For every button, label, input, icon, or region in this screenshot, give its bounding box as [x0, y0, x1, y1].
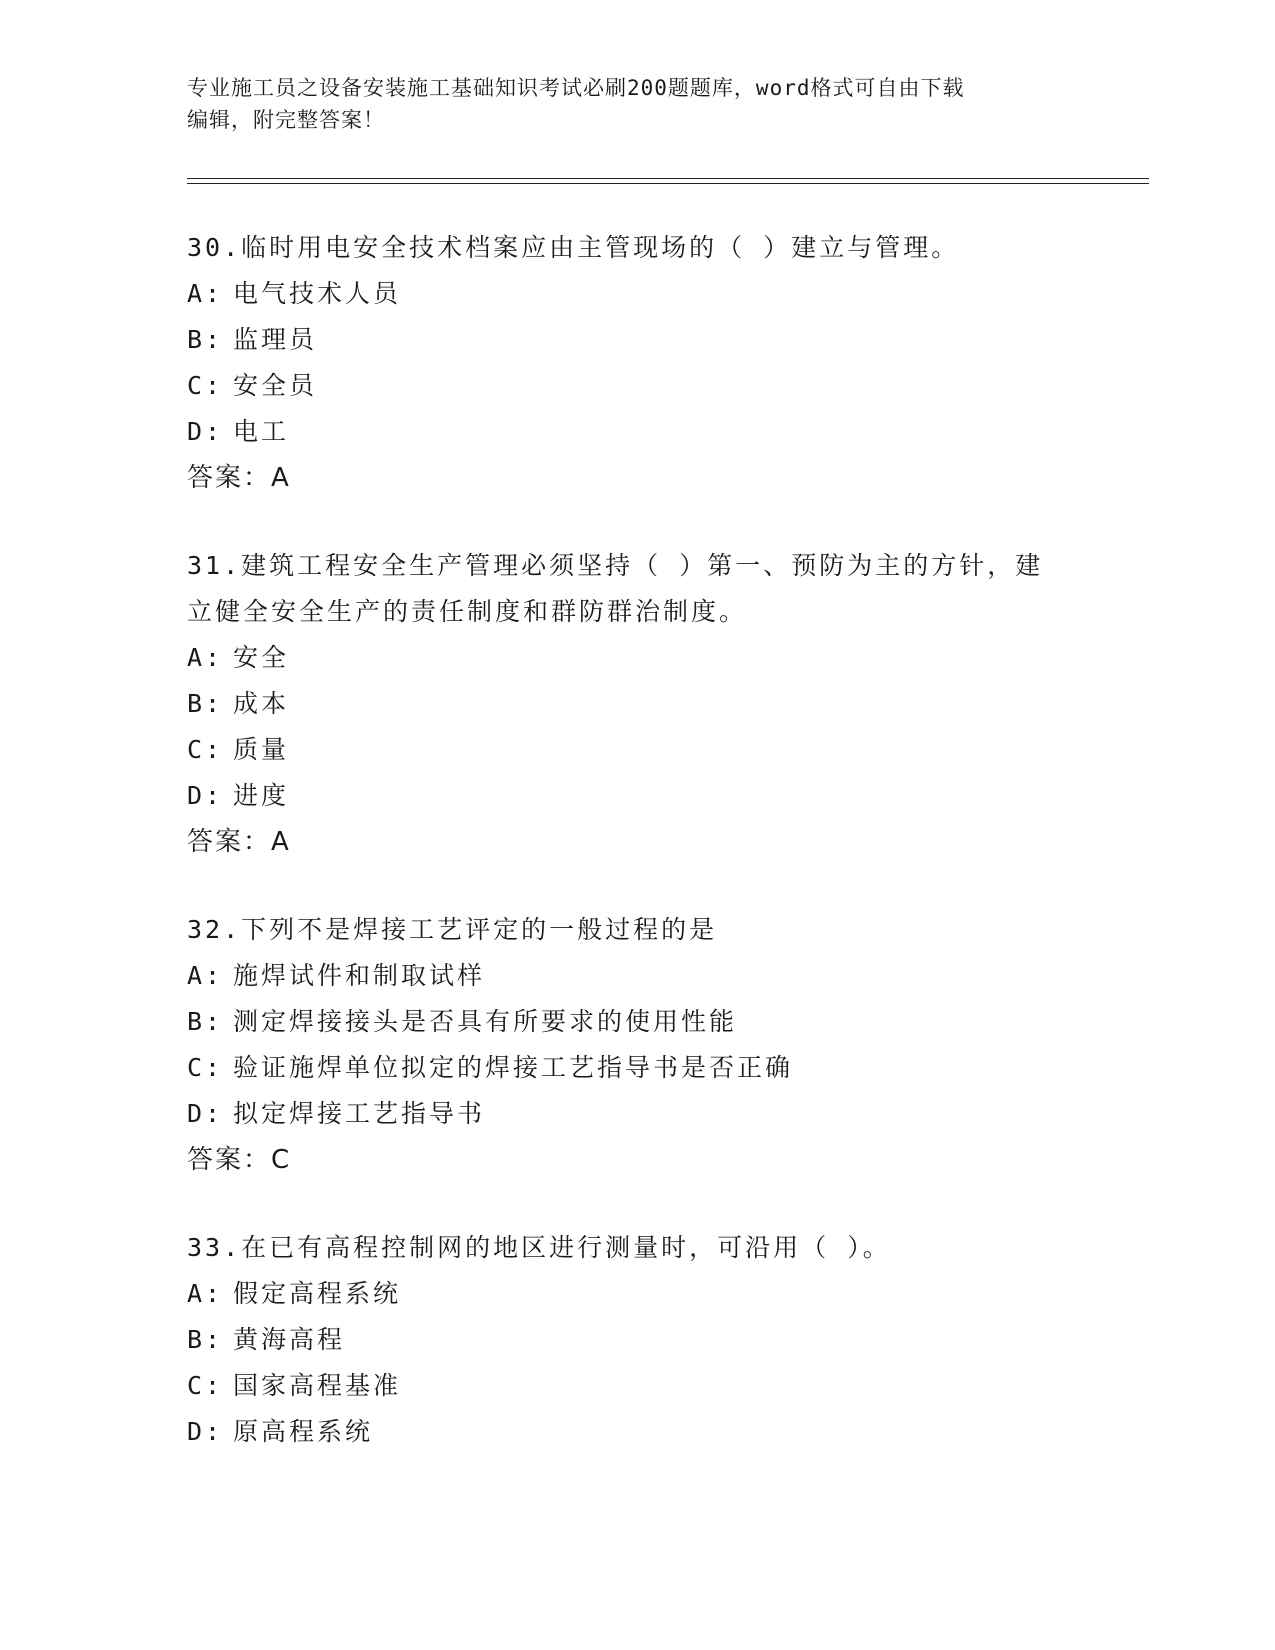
answer: 答案：A	[187, 827, 291, 857]
option-label: A:	[187, 279, 224, 308]
option-d	[187, 1409, 1067, 1455]
question-32	[187, 907, 1067, 1183]
option-text: 安全员	[233, 371, 318, 400]
option-text: 假定高程系统	[233, 1279, 402, 1308]
option-c	[187, 363, 1067, 409]
option-c	[187, 727, 1067, 773]
header-rule-top	[187, 178, 1149, 179]
answer: 答案：C	[187, 1145, 292, 1175]
question-stem: 30.临时用电安全技术档案应由主管现场的（ ）建立与管理。	[187, 233, 960, 262]
option-text: 电气技术人员	[233, 279, 402, 308]
option-text: 施焊试件和制取试样	[233, 961, 486, 990]
option-b	[187, 999, 1067, 1045]
option-b	[187, 317, 1067, 363]
question-33	[187, 1225, 1067, 1455]
option-c	[187, 1363, 1067, 1409]
question-stem: 33.在已有高程控制网的地区进行测量时，可沿用（ ）。	[187, 1233, 891, 1262]
option-label: C:	[187, 1371, 224, 1400]
question-list	[187, 225, 1067, 1497]
option-a	[187, 953, 1067, 999]
option-text: 进度	[233, 781, 290, 810]
option-label: A:	[187, 643, 224, 672]
header-line-1: 专业施工员之设备安装施工基础知识考试必刷200题题库，word格式可自由下载	[187, 76, 965, 100]
option-label: C:	[187, 371, 224, 400]
option-c	[187, 1045, 1067, 1091]
option-label: D:	[187, 417, 224, 446]
option-text: 验证施焊单位拟定的焊接工艺指导书是否正确	[233, 1053, 794, 1082]
option-label: D:	[187, 1099, 224, 1128]
option-b	[187, 1317, 1067, 1363]
option-b	[187, 681, 1067, 727]
option-label: A:	[187, 1279, 224, 1308]
option-label: D:	[187, 1417, 224, 1446]
option-text: 质量	[233, 735, 290, 764]
option-d	[187, 1091, 1067, 1137]
option-d	[187, 409, 1067, 455]
option-label: D:	[187, 781, 224, 810]
question-stem: 32.下列不是焊接工艺评定的一般过程的是	[187, 915, 718, 944]
option-label: C:	[187, 735, 224, 764]
option-text: 国家高程基准	[233, 1371, 402, 1400]
option-label: B:	[187, 689, 224, 718]
option-text: 电工	[233, 417, 290, 446]
question-31	[187, 543, 1067, 865]
option-text: 原高程系统	[233, 1417, 374, 1446]
document-header	[187, 72, 1067, 136]
option-text: 拟定焊接工艺指导书	[233, 1099, 486, 1128]
option-a	[187, 1271, 1067, 1317]
option-a	[187, 271, 1067, 317]
option-text: 黄海高程	[233, 1325, 346, 1354]
option-text: 安全	[233, 643, 290, 672]
option-label: B:	[187, 325, 224, 354]
header-line-2: 编辑，附完整答案！	[187, 108, 385, 132]
option-d	[187, 773, 1067, 819]
header-rule-bottom	[187, 183, 1149, 184]
option-label: A:	[187, 961, 224, 990]
option-label: B:	[187, 1007, 224, 1036]
option-label: B:	[187, 1325, 224, 1354]
question-stem: 31.建筑工程安全生产管理必须坚持（ ）第一、预防为主的方针，建立健全安全生产的责任制度和群防群治制度。	[187, 551, 1044, 626]
option-text: 成本	[233, 689, 290, 718]
question-30	[187, 225, 1067, 501]
option-a	[187, 635, 1067, 681]
option-text: 测定焊接接头是否具有所要求的使用性能	[233, 1007, 738, 1036]
option-text: 监理员	[233, 325, 318, 354]
answer: 答案：A	[187, 463, 291, 493]
option-label: C:	[187, 1053, 224, 1082]
